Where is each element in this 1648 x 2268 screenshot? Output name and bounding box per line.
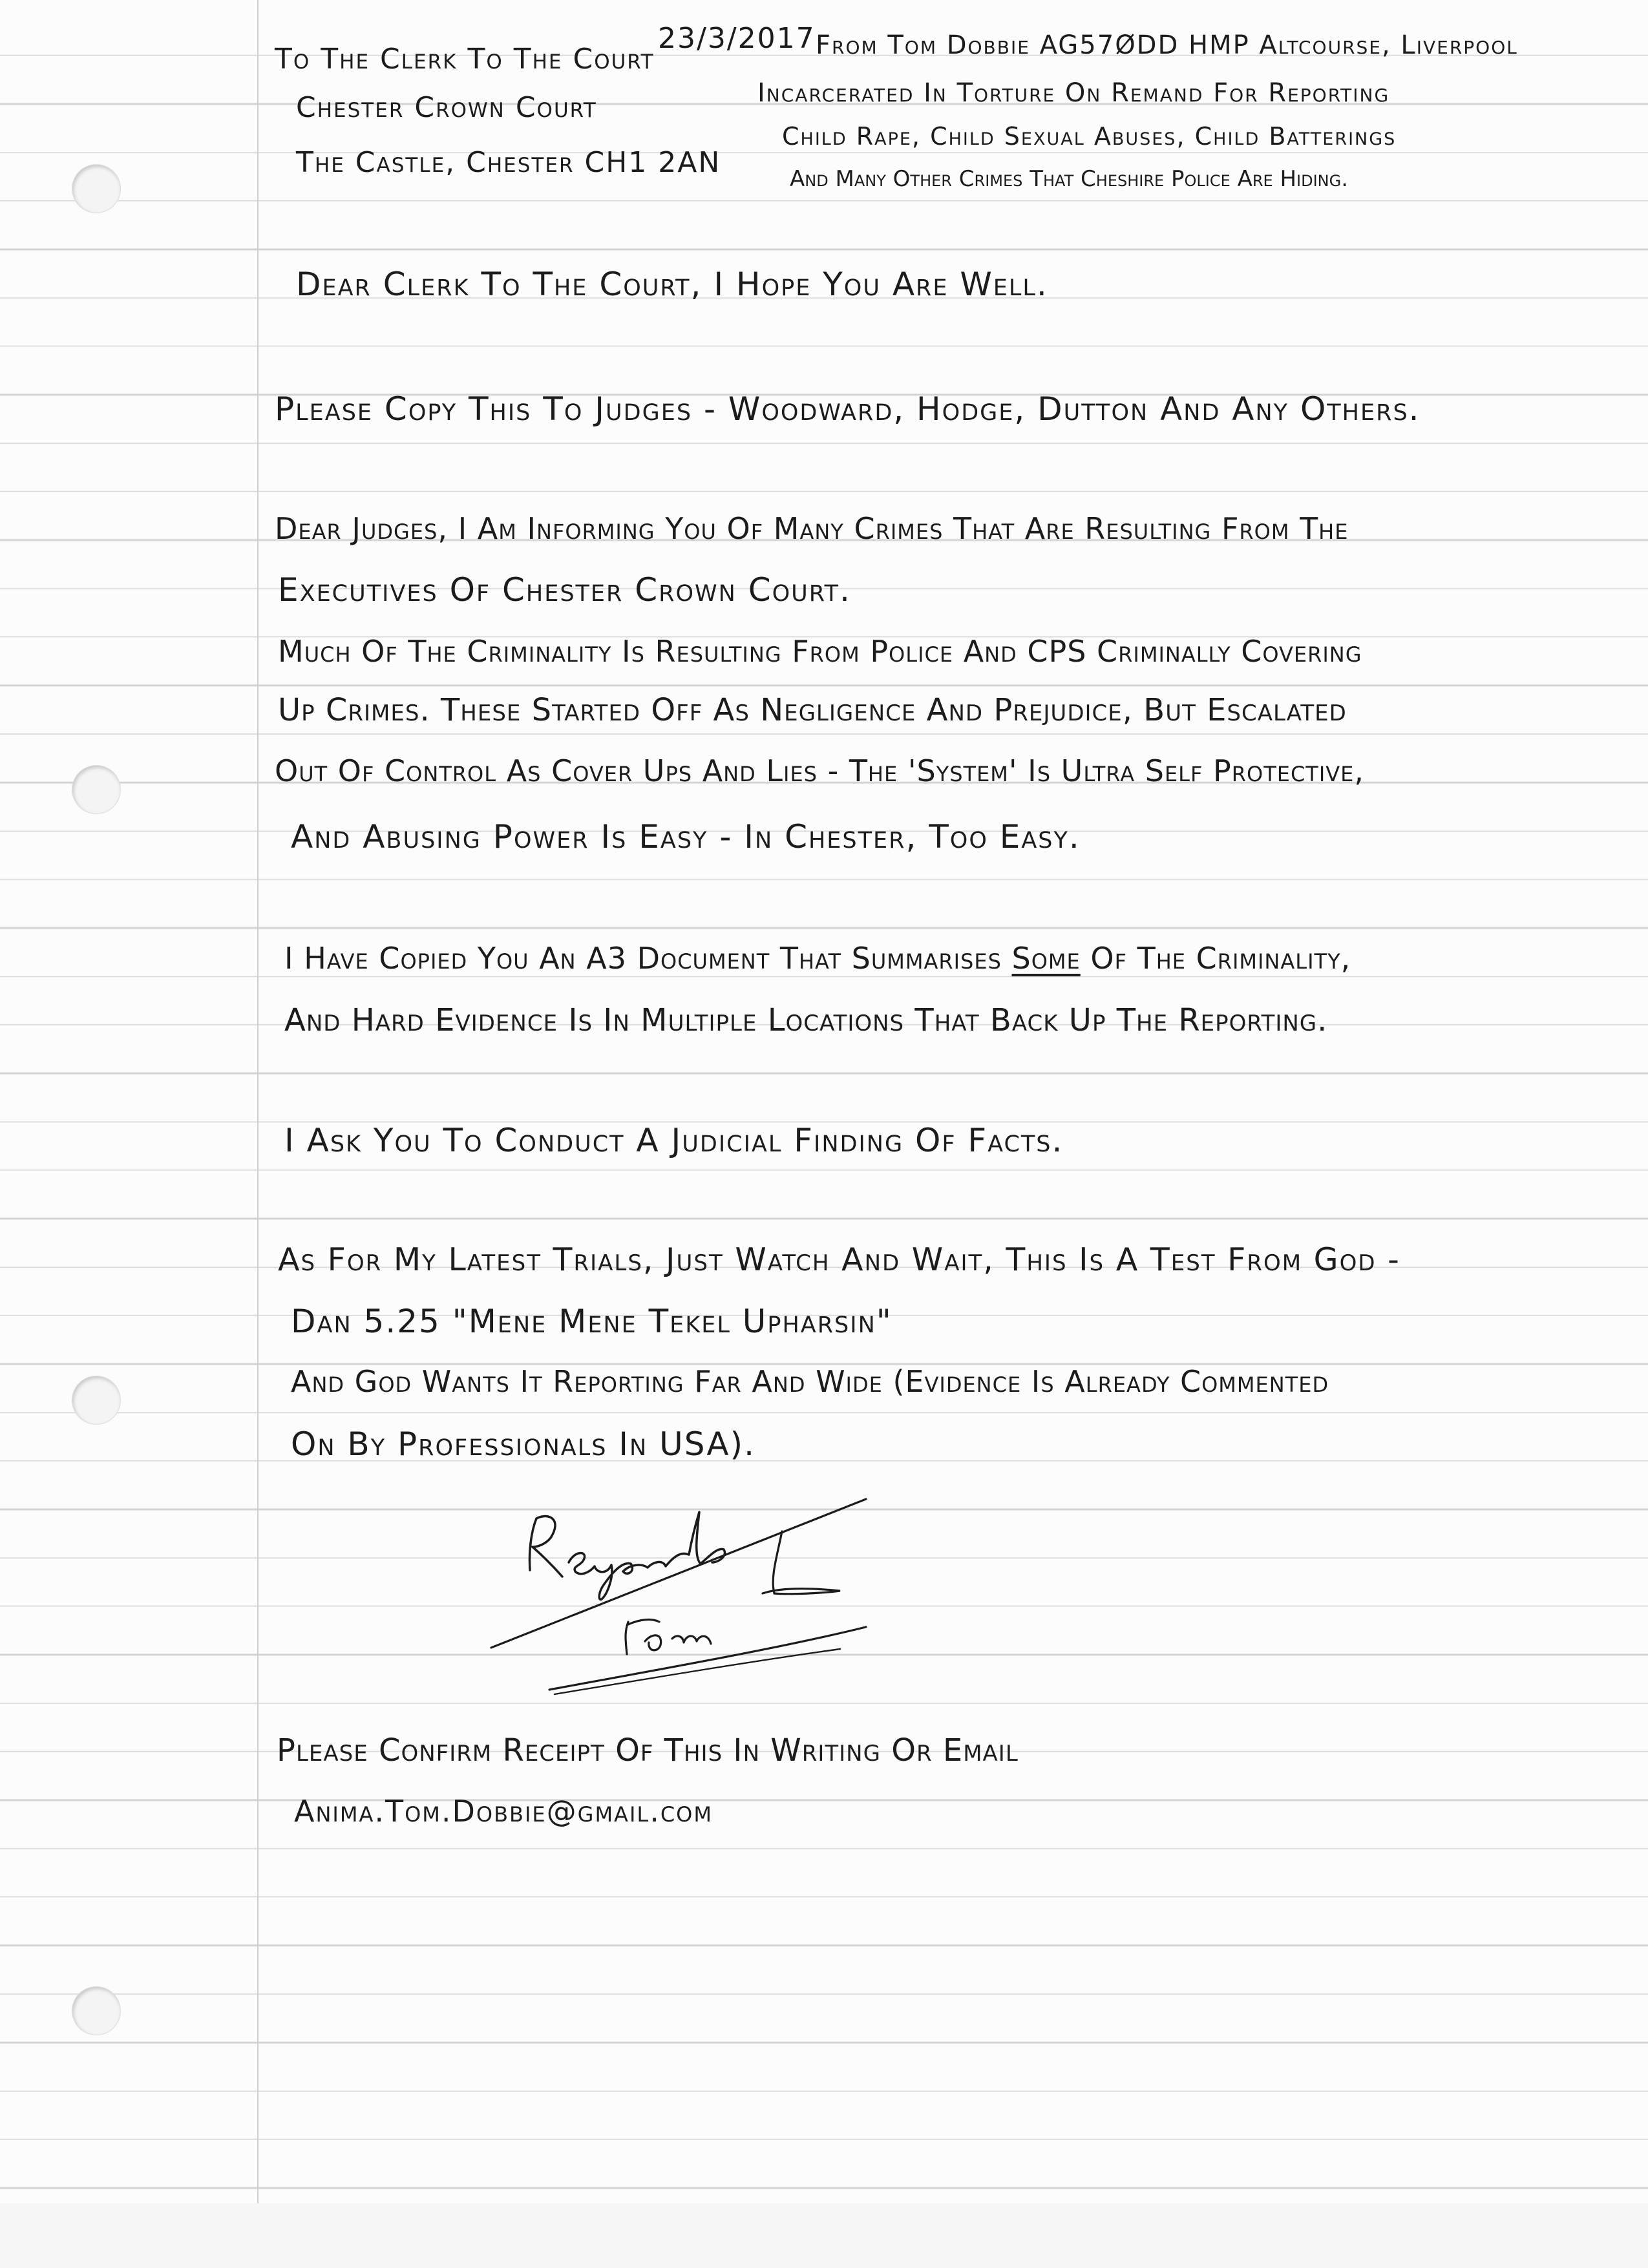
paragraph-line: And God Wants It Reporting Far And Wide (Evidence Is Already Commented [291, 1364, 1329, 1399]
paragraph-line: Up Crimes. These Started Off As Negligence And Prejudice, But Escalated [278, 692, 1347, 728]
punch-hole [72, 1376, 120, 1424]
sender-line: And Many Other Crimes That Cheshire Police Are Hiding. [790, 166, 1349, 192]
footer-request: Please Confirm Receipt Of This In Writing Or Email [277, 1732, 1019, 1769]
punch-hole [72, 766, 120, 814]
paragraph-line: Executives Of Chester Crown Court. [278, 571, 851, 609]
copy-request: Please Copy This To Judges - Woodward, Hodge, Dutton And Any Others. [275, 390, 1421, 428]
recipient-line: Chester Crown Court [296, 91, 597, 124]
text-span: Of The Criminality, [1080, 941, 1351, 976]
recipient-line: To The Clerk To The Court [275, 43, 655, 76]
paragraph-line [284, 941, 1351, 976]
letter-date: 23/3/2017 [658, 22, 816, 55]
signature [478, 1480, 879, 1699]
text-span: I Have Copied You An A3 Document That Summarises [284, 941, 1012, 976]
greeting: Dear Clerk To The Court, I Hope You Are Well. [296, 266, 1048, 303]
paragraph-line: Out Of Control As Cover Ups And Lies - The 'System' Is Ultra Self Protective, [275, 753, 1365, 788]
page-bottom-edge [0, 2203, 1648, 2268]
paragraph-line: And Hard Evidence Is In Multiple Locations That Back Up The Reporting. [284, 1002, 1328, 1038]
paragraph-line: Dear Judges, I Am Informing You Of Many Crimes That Are Resulting From The [275, 511, 1349, 546]
paragraph-line: Dan 5.25 "Mene Mene Tekel Upharsin" [291, 1303, 893, 1340]
underlined-word: Some [1011, 941, 1081, 976]
paragraph-line: On By Professionals In USA). [291, 1425, 755, 1463]
sender-line: From Tom Dobbie AG57ØDD HMP Altcourse, Liverpool [816, 30, 1518, 60]
sender-line: Child Rape, Child Sexual Abuses, Child Batterings [782, 122, 1397, 151]
recipient-line: The Castle, Chester CH1 2AN [296, 146, 721, 179]
punch-hole [72, 165, 120, 213]
paragraph-line: Much Of The Criminality Is Resulting From Police And CPS Criminally Covering [278, 634, 1362, 669]
margin-line [257, 0, 259, 2268]
footer-email: Anima.Tom.Dobbie@gmail.com [294, 1794, 713, 1829]
sender-line: Incarcerated In Torture On Remand For Reporting [757, 78, 1390, 108]
paragraph-line: And Abusing Power Is Easy - In Chester, Too Easy. [291, 818, 1081, 856]
punch-hole [72, 1987, 120, 2035]
paragraph-line: As For My Latest Trials, Just Watch And Wait, This Is A Test From God - [278, 1241, 1400, 1278]
paragraph-line: I Ask You To Conduct A Judicial Finding Of Facts. [284, 1122, 1064, 1159]
